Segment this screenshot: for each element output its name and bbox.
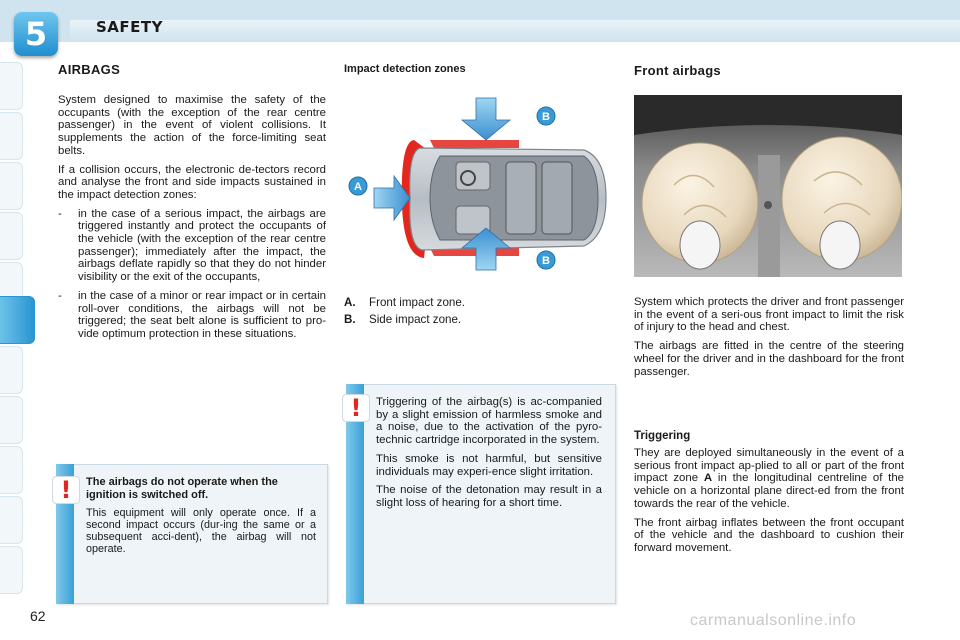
label-b-top: B xyxy=(542,111,550,123)
triggering-title: Triggering xyxy=(634,430,691,442)
section-title-front-airbags: Front airbags xyxy=(634,63,721,78)
impact-zones-diagram xyxy=(344,96,614,276)
warning-icon: ! xyxy=(52,476,80,504)
header-bar xyxy=(70,20,960,42)
legend-key: B. xyxy=(344,313,356,326)
warning-text-3: The noise of the detonation may result in a slight loss of hearing for a short time. xyxy=(376,484,602,509)
watermark: carmanualsonline.info xyxy=(690,612,857,629)
impact-zones-legend xyxy=(344,294,465,328)
legend-item xyxy=(344,311,465,328)
list-dash: - xyxy=(58,289,62,302)
label-b-bottom: B xyxy=(542,255,550,267)
chapter-tab-active[interactable] xyxy=(0,296,35,344)
chapter-number-badge: 5 xyxy=(14,12,58,56)
third-row-seats xyxy=(542,162,572,234)
chapter-tab[interactable] xyxy=(0,62,23,110)
console-button xyxy=(764,201,772,209)
list-item xyxy=(58,208,326,284)
front-airbags-body xyxy=(634,296,904,384)
front-airbags-illustration xyxy=(634,95,902,277)
passenger-head xyxy=(820,221,860,269)
triggering-p1 xyxy=(634,447,904,511)
list-item-text: in the case of a minor or rear impact or in certain roll-over conditions, the airbags will not be triggered; the seat belt alone is sufficient to pro-vide optimum protection in these situations. xyxy=(78,289,326,340)
section-title-airbags: AIRBAGS xyxy=(58,62,121,77)
side-impact-zone-top xyxy=(430,140,519,148)
driver-head xyxy=(680,221,720,269)
page-number: 62 xyxy=(30,608,46,624)
triggering-p2: The front airbag inflates between the front occupant of the vehicle and the dashboard to cushion their forward movement. xyxy=(634,516,904,554)
chapter-title: SAFETY xyxy=(96,18,163,36)
rear-seats xyxy=(506,162,536,234)
triggering-p1-start: They are deployed simultaneously in the event of a serious front impact ap-plied to all or part of the front impact zone xyxy=(634,447,904,485)
centre-console xyxy=(758,155,780,277)
legend-item xyxy=(344,294,465,311)
warning-icon: ! xyxy=(342,394,370,422)
airbags-intro: System designed to maximise the safety of the occupants (with the exception of the rear centre passenger) in the event of violent collisions. It supplements the action of the force-limiting seat belts. xyxy=(58,94,326,157)
warning-text-2: This smoke is not harmful, but sensitive individuals may experi-ence slight irritation. xyxy=(376,452,602,478)
side-impact-arrow-top xyxy=(462,98,510,140)
list-item-text: in the case of a serious impact, the airbags are triggered instantly and protect the occupants of the vehicle (with the exception of the rear centre passenger); immediately after the impact, the airbags deflate rapidly so that they do not hinder visibility or the exit of the occupants, xyxy=(78,207,326,284)
warning-text-1: Triggering of the airbag(s) is ac-companied by a slight emission of harmless smoke and a noise, due to the activation of the pyro-technic cartridge incorporated in the system. xyxy=(376,396,602,447)
section-title-impact-zones: Impact detection zones xyxy=(344,63,466,75)
airbags-body xyxy=(58,94,326,347)
chapter-tab[interactable] xyxy=(0,496,23,544)
legend-text: Side impact zone. xyxy=(369,313,462,326)
legend-key: A. xyxy=(344,296,356,309)
chapter-tab[interactable] xyxy=(0,446,23,494)
list-dash: - xyxy=(58,207,62,220)
chapter-tab[interactable] xyxy=(0,346,23,394)
chapter-tab[interactable] xyxy=(0,546,23,594)
chapter-tab[interactable] xyxy=(0,396,23,444)
front-airbags-p1: System which protects the driver and front passenger in the event of a seri-ous front impact to limit the risk of injury to the head and chest. xyxy=(634,296,904,334)
airbags-para2: If a collision occurs, the electronic de-tectors record and analyse the front and side impacts sustained in the impact detection zones: xyxy=(58,163,326,201)
triggering-p1-end: in the longitudinal centreline of the vehicle on a horizontal plane direct-ed from the front towards the rear of the vehicle. xyxy=(634,472,904,510)
warning-title: The airbags do not operate when the ignition is switched off. xyxy=(86,476,278,501)
chapter-tab[interactable] xyxy=(0,212,23,260)
list-item xyxy=(58,290,326,341)
warning-content xyxy=(86,476,316,561)
legend-text: Front impact zone. xyxy=(369,296,466,309)
chapter-tab[interactable] xyxy=(0,112,23,160)
warning-content xyxy=(376,396,602,516)
triggering-body xyxy=(634,447,904,561)
front-airbags-p2: The airbags are fitted in the centre of the steering wheel for the driver and in the dashboard for the front passenger. xyxy=(634,340,904,378)
chapter-tab[interactable] xyxy=(0,162,23,210)
warning-text: This equipment will only operate once. If a second impact occurs (dur-ing the same or a subsequent acci-dent), the airbag will not operate. xyxy=(86,507,316,555)
label-a: A xyxy=(354,181,362,193)
zone-a-ref: A xyxy=(703,472,713,485)
